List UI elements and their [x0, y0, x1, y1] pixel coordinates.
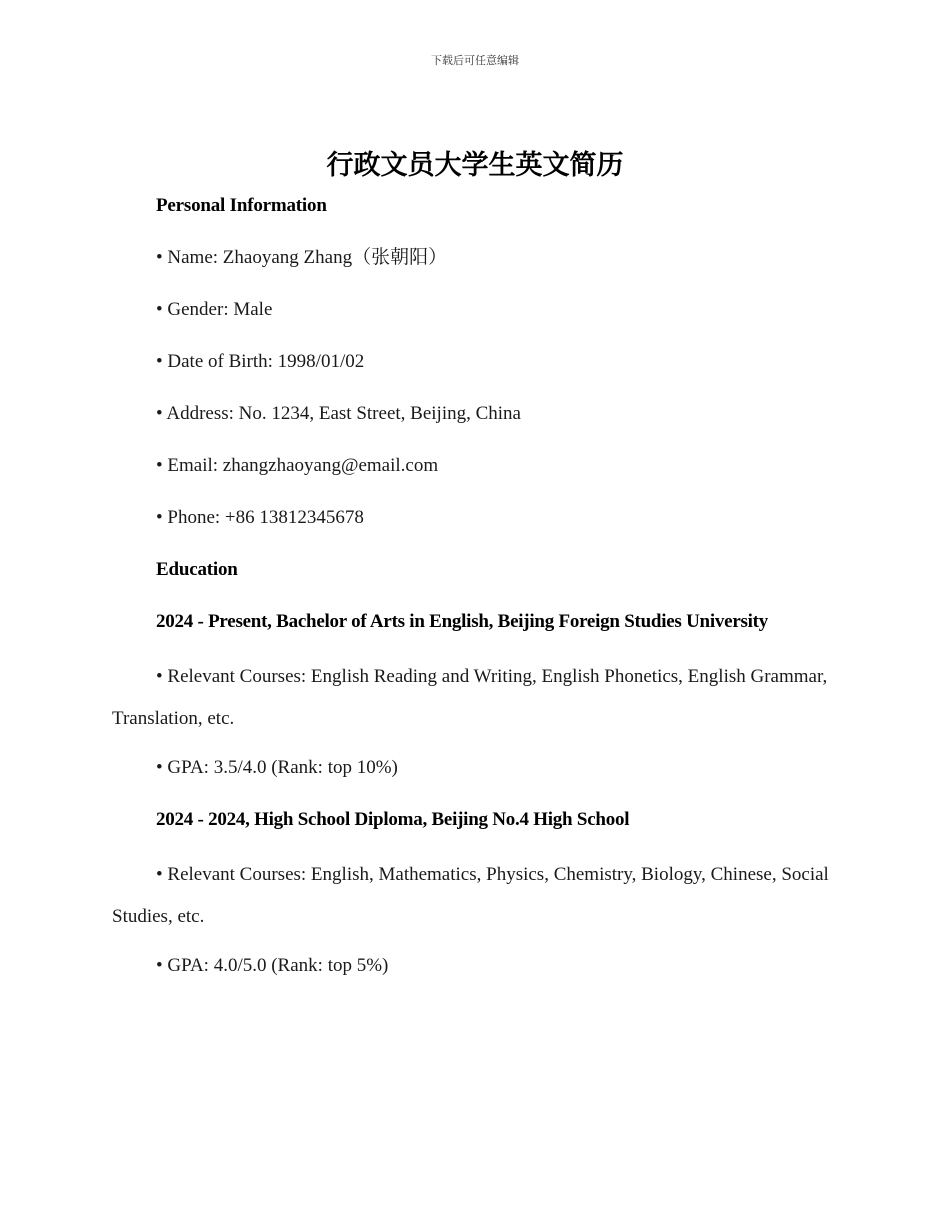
address-text: Address: No. 1234, East Street, Beijing, China: [166, 403, 521, 424]
gpa-item: [112, 948, 838, 984]
date-of-birth-text: Date of Birth: 1998/01/02: [167, 351, 365, 372]
gender-item: [112, 292, 838, 328]
bullet-mark: •: [156, 864, 168, 885]
courses-text: Relevant Courses: English, Mathematics, Physics, Chemistry, Biology, Chinese, Social Studies, etc.: [112, 864, 829, 927]
education-entry-title: 2024 - 2024, High School Diploma, Beijing No.4 High School: [156, 809, 630, 830]
bullet-mark: •: [156, 247, 168, 268]
bullet-mark: •: [156, 455, 168, 476]
page-title: 行政文员大学生英文简历: [326, 150, 624, 181]
header-note: 下载后可任意编辑: [431, 54, 519, 67]
address-item: [112, 396, 838, 432]
bullet-mark: •: [156, 507, 168, 528]
bullet-mark: •: [156, 666, 168, 687]
education-entry-title: 2024 - Present, Bachelor of Arts in English, Beijing Foreign Studies University: [156, 611, 769, 632]
gpa-text: GPA: 3.5/4.0 (Rank: top 10%): [167, 757, 398, 778]
email-text: Email: zhangzhaoyang@email.com: [167, 455, 439, 476]
personal-information-heading: Personal Information: [156, 195, 327, 216]
gpa-item: [112, 750, 838, 786]
gender-text: Gender: Male: [167, 299, 273, 320]
name-item: [112, 240, 838, 276]
date-of-birth-item: [112, 344, 838, 380]
courses-text: Relevant Courses: English Reading and Writing, English Phonetics, English Grammar, Translation, etc.: [112, 666, 828, 729]
gpa-text: GPA: 4.0/5.0 (Rank: top 5%): [167, 955, 389, 976]
bullet-mark: •: [156, 757, 168, 778]
bullet-mark: •: [156, 955, 168, 976]
name-text: Name: Zhaoyang Zhang（张朝阳）: [167, 247, 448, 268]
bullet-mark: •: [156, 351, 168, 372]
email-item: [112, 448, 838, 484]
resume-content: [112, 188, 838, 1000]
bullet-mark: •: [156, 299, 168, 320]
education-heading: Education: [156, 559, 238, 580]
phone-item: [112, 500, 838, 536]
courses-item: [112, 656, 838, 740]
bullet-mark: •: [156, 403, 167, 424]
phone-text: Phone: +86 13812345678: [167, 507, 364, 528]
courses-item: [112, 854, 838, 938]
